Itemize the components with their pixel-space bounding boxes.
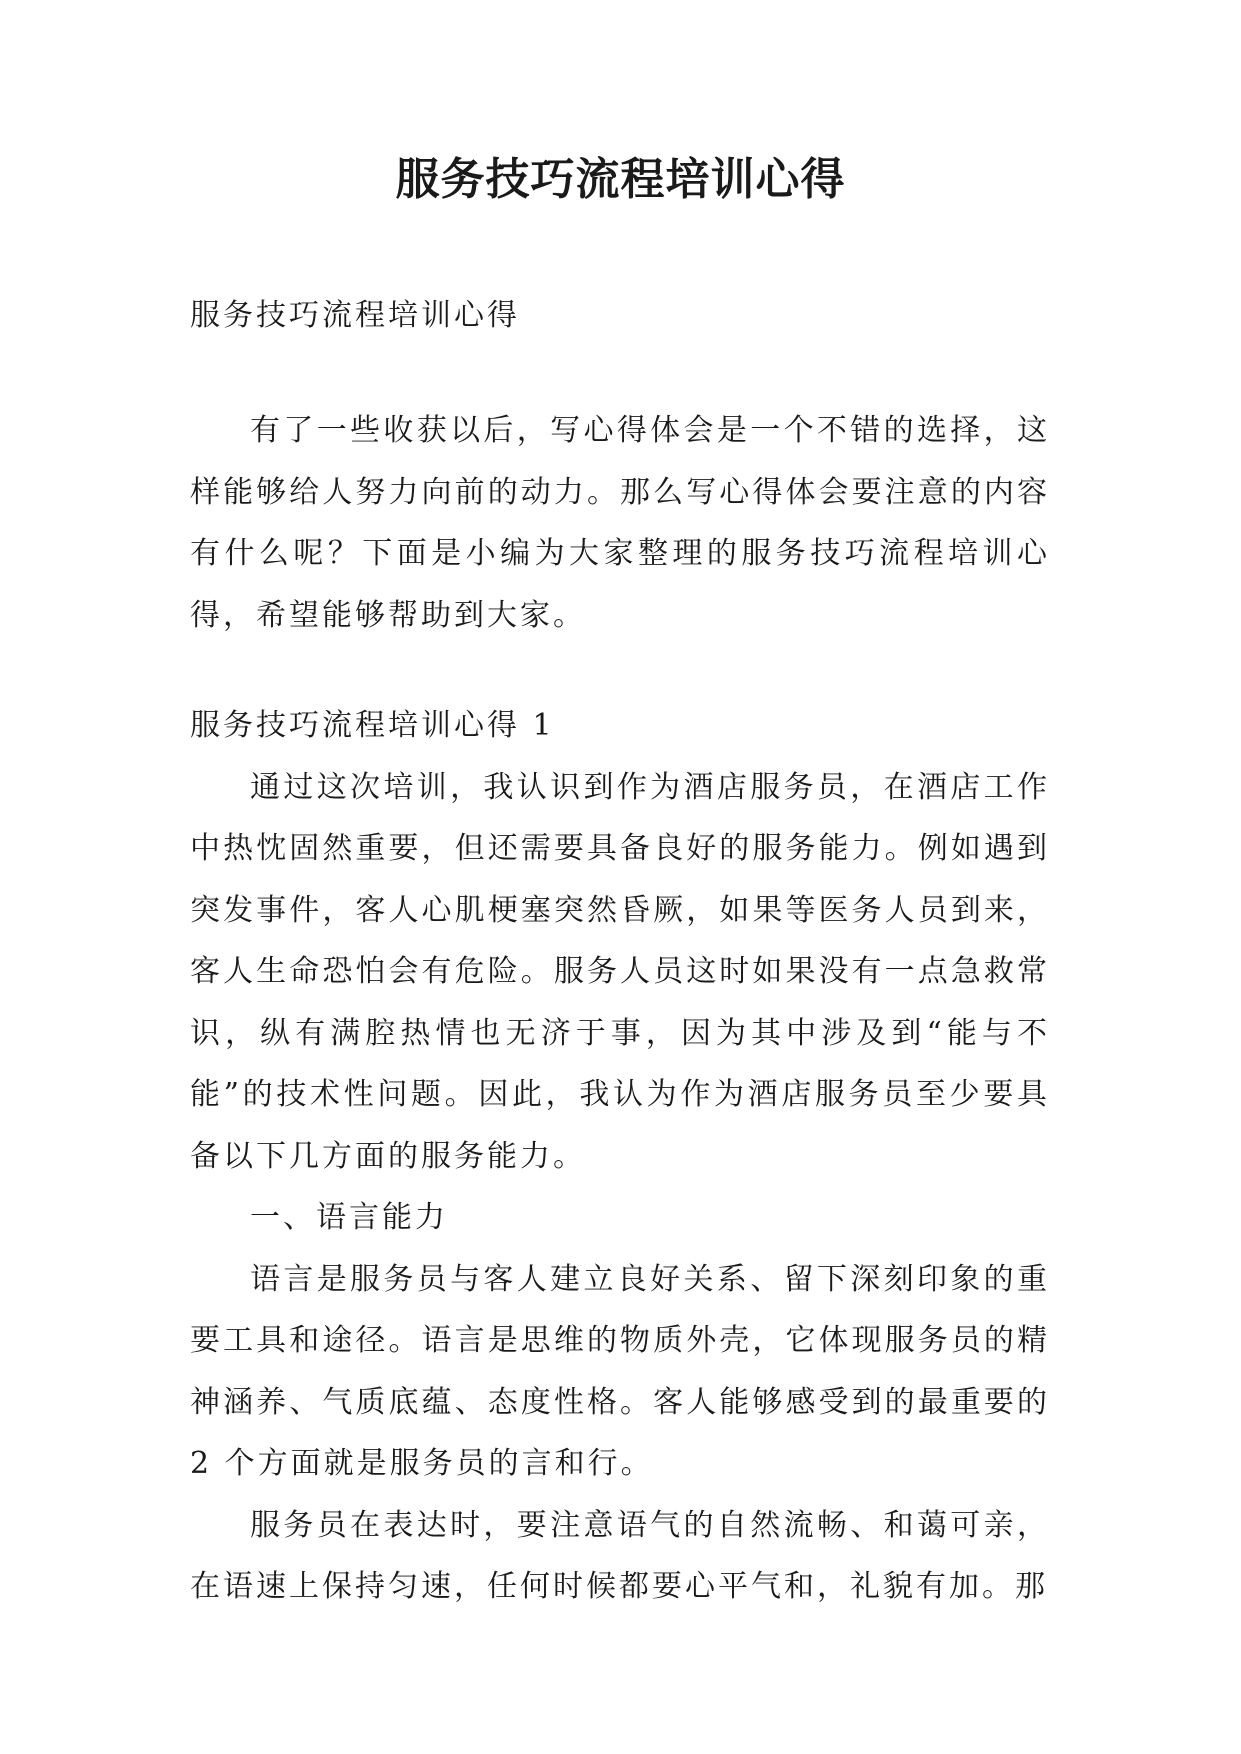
section-subheading-language: 一、语言能力: [250, 1200, 448, 1235]
section-paragraph-1: 通过这次培训，我认识到作为酒店服务员，在酒店工作中热忱固然重要，但还需要具备良好的服务能力。例如遇到突发事件，客人心肌梗塞突然昏厥，如果等医务人员到来，客人生命恐怕会有危险。服务人员这时如果没有一点急救常识，纵有满腔热情也无济于事，因为其中涉及到“能与不能”的技术性问题。因此，我认为作为酒店服务员至少要具备以下几方面的服务能力。: [190, 769, 1050, 1174]
document-title: 服务技巧流程培训心得: [395, 154, 846, 205]
subtitle-text: 服务技巧流程培训心得: [190, 298, 520, 333]
intro-paragraph: 有了一些收获以后，写心得体会是一个不错的选择，这样能够给人努力向前的动力。那么写心得体会要注意的内容有什么呢？下面是小编为大家整理的服务技巧流程培训心得，希望能够帮助到大家。: [190, 413, 1050, 633]
section-heading: 服务技巧流程培训心得 1: [190, 708, 555, 743]
section-paragraph-2: 语言是服务员与客人建立良好关系、留下深刻印象的重要工具和途径。语言是思维的物质外壳，它体现服务员的精神涵养、气质底蕴、态度性格。客人能够感受到的最重要的 2 个方面就是服务员的言和行。: [190, 1261, 1050, 1481]
section-paragraph-3: 服务员在表达时，要注意语气的自然流畅、和蔼可亲，在语速上保持匀速，任何时候都要心平气和，礼貌有加。那: [190, 1507, 1050, 1604]
intro-section: [190, 400, 1050, 646]
section-1: [190, 695, 1050, 1618]
document-subtitle: [190, 285, 1050, 347]
